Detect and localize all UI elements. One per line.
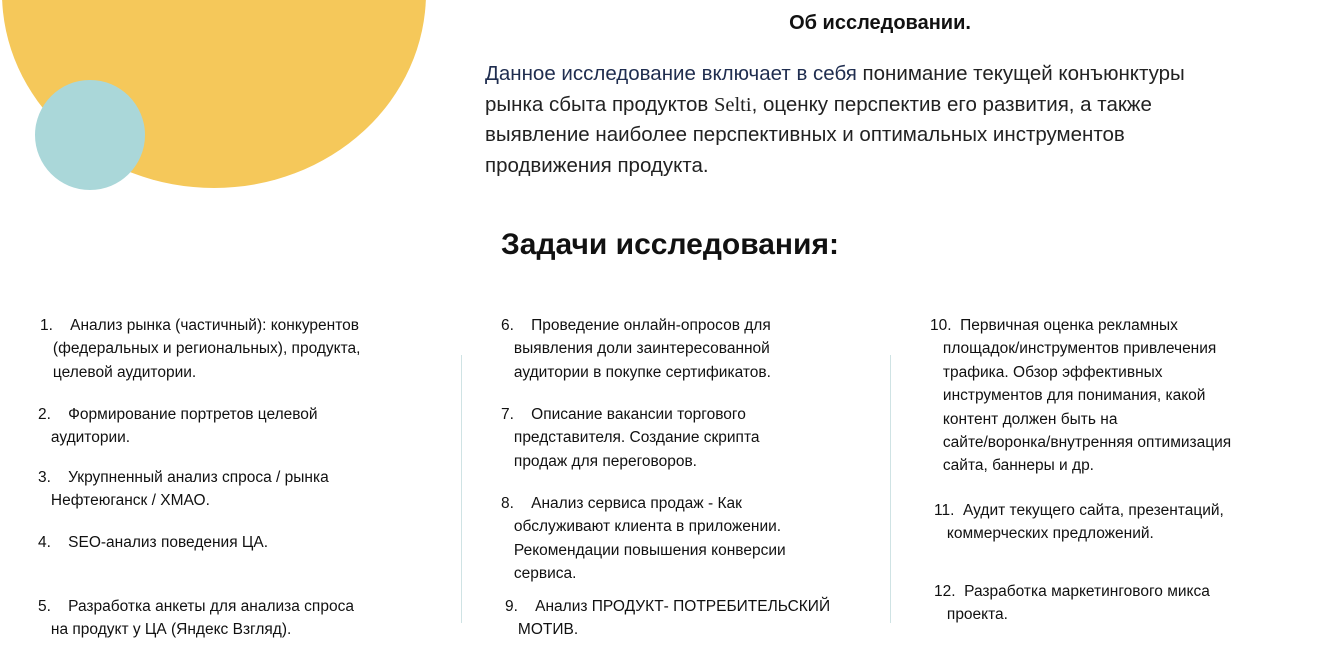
about-line2-start: рынка сбыта продуктов — [485, 92, 714, 116]
brand-name: Selti — [713, 93, 752, 116]
about-lead: Данное исследование включает в себя — [485, 62, 857, 85]
about-line3: выявление наиболее перспективных и оптимальных инструментов — [485, 123, 1125, 146]
task-item-11: 11. Аудит текущего сайта, презентаций, коммерческих предложений. — [934, 502, 1224, 543]
blue-circle-decoration — [35, 80, 145, 190]
task-item-9: 9. Анализ ПРОДУКТ- ПОТРЕБИТЕЛЬСКИЙ МОТИВ. — [505, 598, 831, 639]
task-item-5: 5. Разработка анкеты для анализа спроса на продукт у ЦА (Яндекс Взгляд). — [38, 598, 354, 639]
tasks-title: Задачи исследования: — [501, 228, 839, 261]
about-title: Об исследовании. — [789, 12, 971, 34]
column-divider — [890, 355, 891, 623]
about-part1: понимание текущей конъюнктуры — [856, 62, 1185, 85]
about-line2-end: , оценку перспектив его развития, а также — [751, 92, 1152, 116]
task-item-1: 1. Анализ рынка (частичный): конкурентов (федеральных и региональных), продукта, целевой аудитории. — [40, 317, 361, 381]
task-item-10: 10. Первичная оценка рекламных площадок/инструментов привлечения трафика. Обзор эффективных инструментов для понимания, какой контент должен быть на сайте/воронка/внутренняя оптимизация сайта, баннеры и др. — [930, 317, 1232, 475]
task-item-2: 2. Формирование портретов целевой аудитории. — [38, 406, 318, 447]
task-item-12: 12. Разработка маркетингового микса проекта. — [934, 583, 1210, 624]
task-item-3: 3. Укрупненный анализ спроса / рынка Нефтеюганск / ХМАО. — [38, 469, 329, 510]
task-item-4: 4. SEO-анализ поведения ЦА. — [38, 534, 269, 551]
about-paragraph — [485, 59, 1285, 181]
task-item-8: 8. Анализ сервиса продаж - Как обслуживают клиента в приложении. Рекомендации повышения конверсии сервиса. — [501, 495, 786, 583]
column-divider — [461, 355, 462, 623]
task-item-7: 7. Описание вакансии торгового представителя. Создание скрипта продаж для переговоров. — [501, 406, 760, 470]
about-line4: продвижения продукта. — [485, 153, 709, 177]
task-item-6: 6. Проведение онлайн-опросов для выявления доли заинтересованной аудитории в покупке сертификатов. — [501, 317, 771, 381]
